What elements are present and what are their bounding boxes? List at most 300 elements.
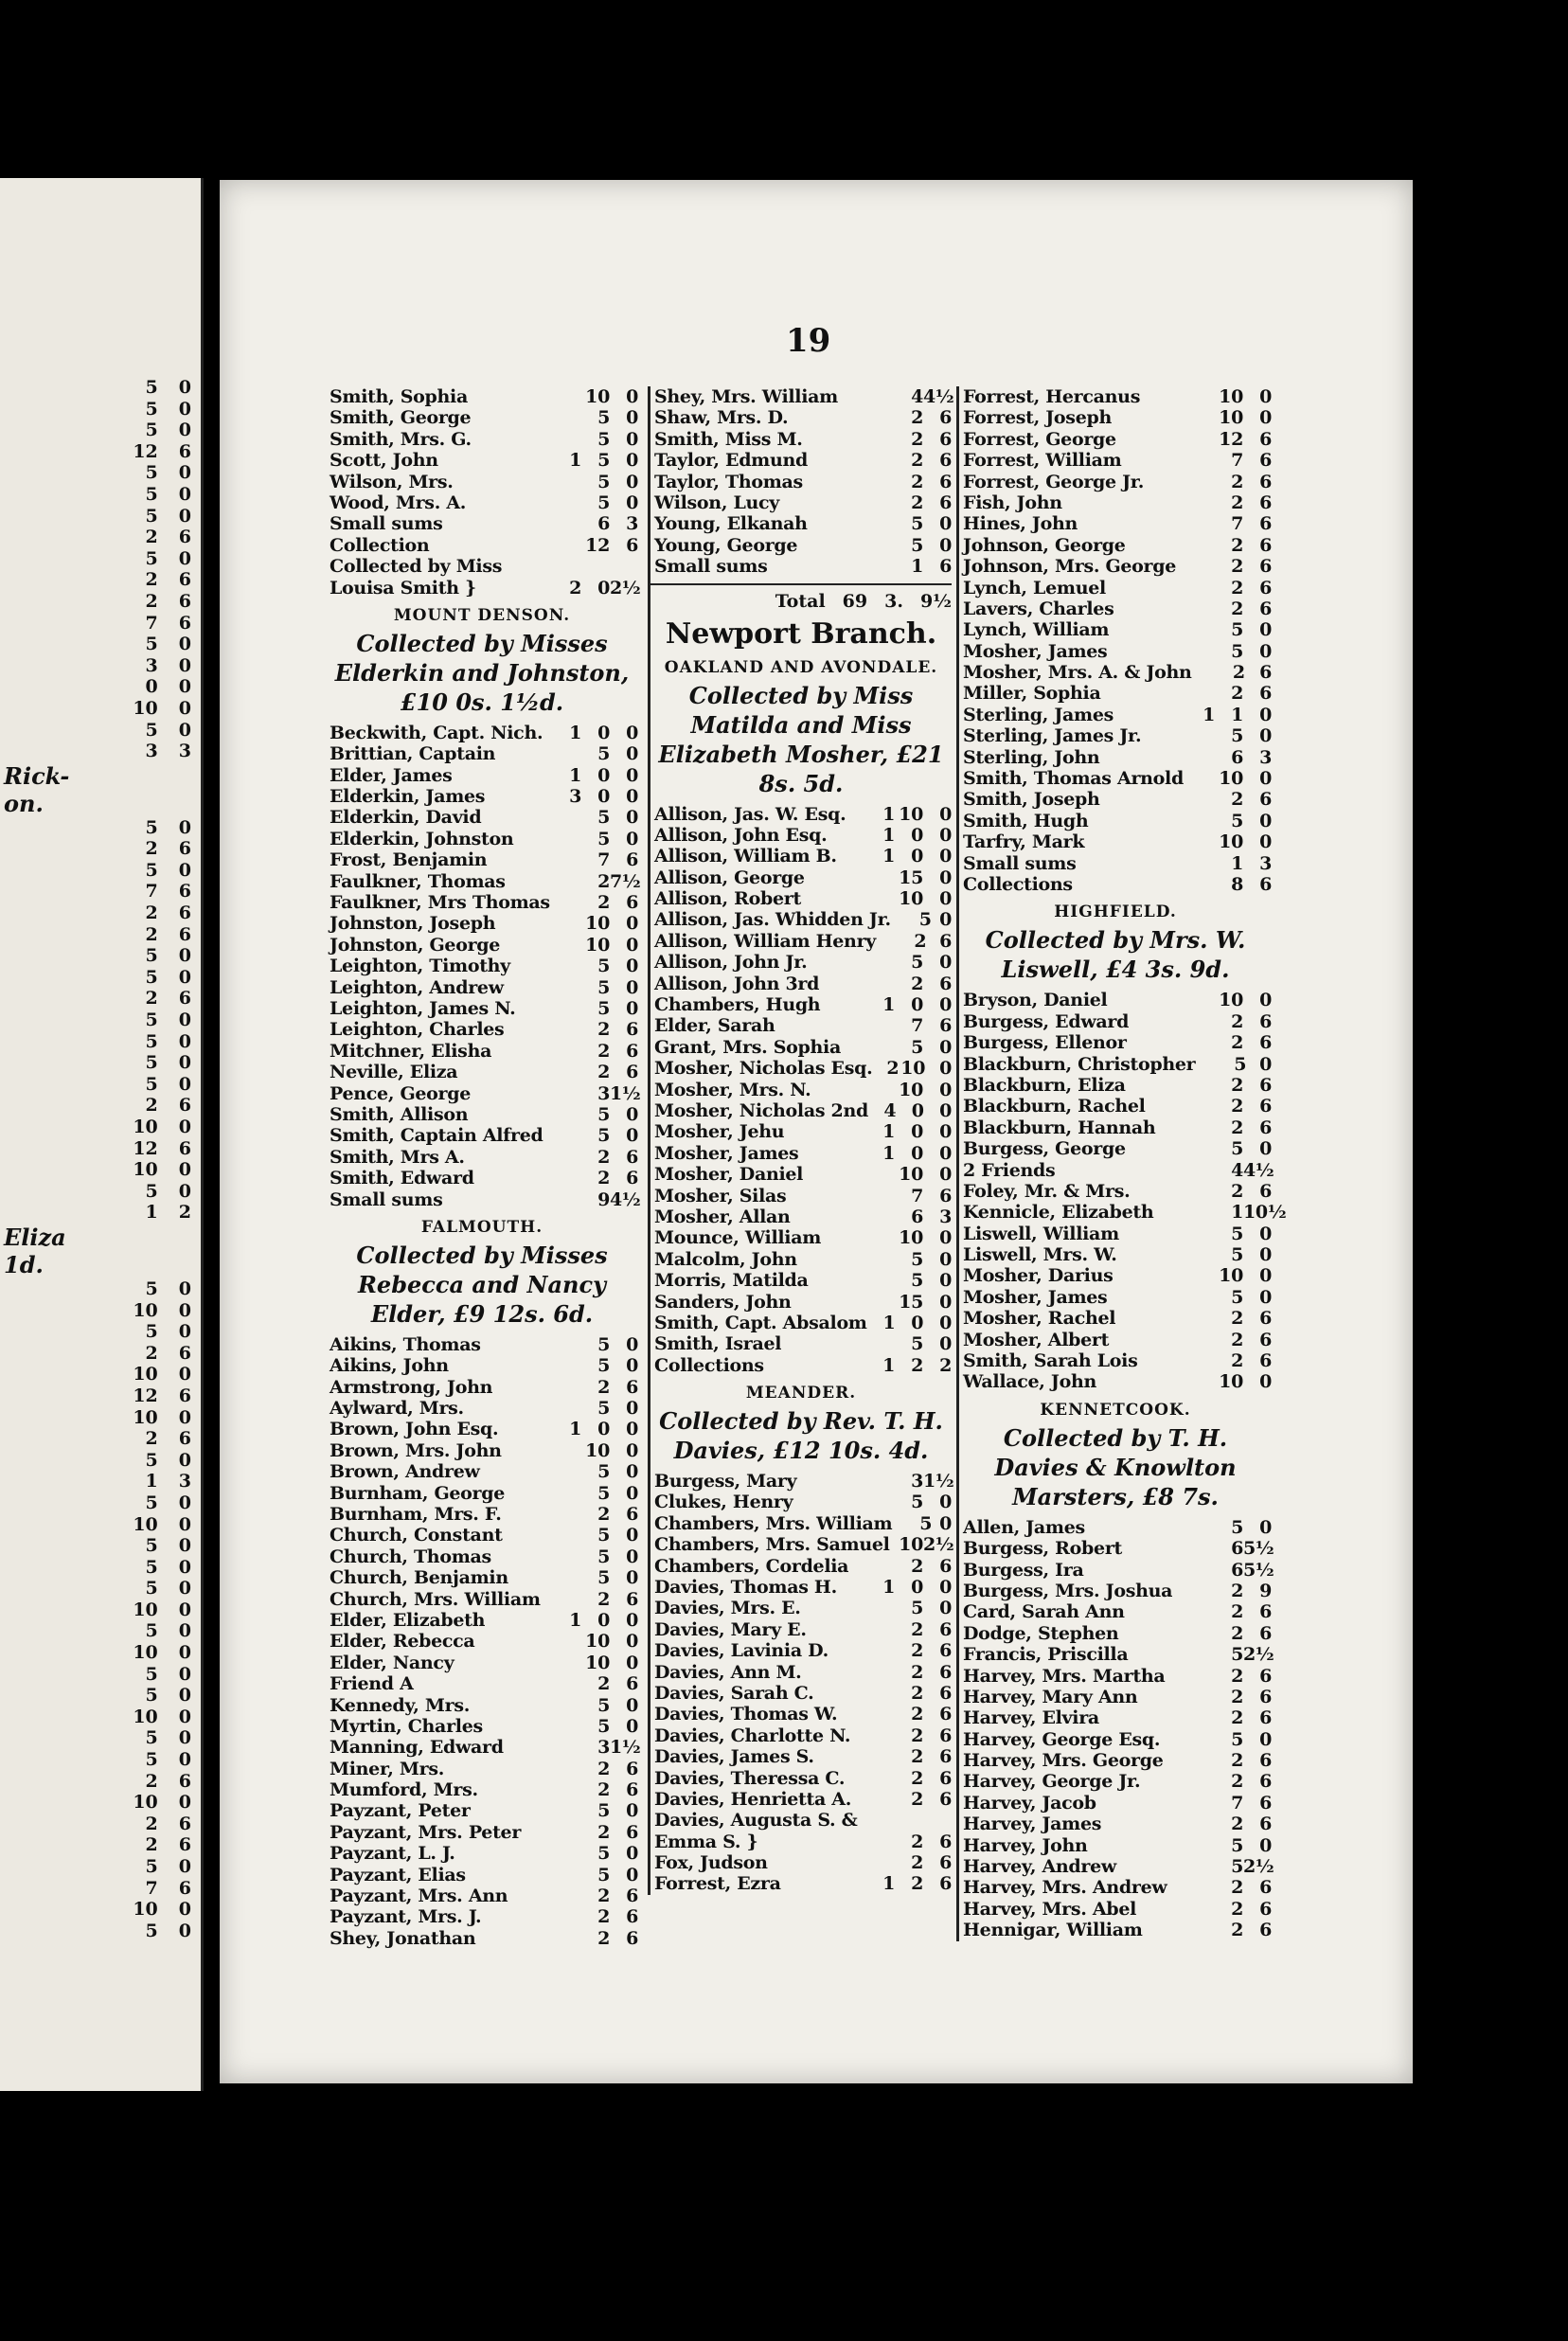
donor-name: Shey, Mrs. William — [654, 386, 838, 407]
donor-name: Mosher, Daniel — [654, 1164, 804, 1186]
amount-pence: 0 — [1259, 1834, 1272, 1856]
list-item — [959, 1096, 1272, 1117]
amount-shillings: 0 — [911, 1312, 924, 1333]
amount-pence: 2½ — [1243, 1644, 1274, 1666]
donor-name: Mosher, Rachel — [963, 1308, 1116, 1330]
amount-pence: 0 — [939, 888, 952, 910]
amount-shillings: 7 — [1231, 450, 1243, 472]
amount: 2 — [145, 1342, 158, 1364]
donor-name: Kennicle, Elizabeth — [963, 1202, 1154, 1224]
list-item — [326, 492, 638, 513]
list-item — [0, 1117, 201, 1138]
list-item — [0, 420, 201, 441]
amount-pence: 0 — [626, 1567, 638, 1589]
amount-pence: 0 — [939, 1291, 952, 1313]
amount: 6 — [178, 590, 191, 612]
amount-shillings: 5 — [597, 407, 610, 429]
list-item — [0, 838, 201, 860]
list-item — [959, 1750, 1272, 1771]
list-item — [959, 1920, 1272, 1940]
donor-name: Chambers, Mrs. Samuel — [654, 1534, 890, 1556]
amount: 6 — [178, 902, 191, 924]
amount-shillings: 2 — [911, 1852, 923, 1874]
list-item — [959, 1899, 1272, 1920]
amount-shillings: 2 — [1231, 1814, 1243, 1835]
amount-shillings: 5 — [597, 1333, 610, 1355]
amount: 5 — [145, 505, 158, 527]
amount: 7 — [145, 1877, 158, 1899]
list-item — [650, 1206, 952, 1227]
amount-shillings: 1 — [1231, 852, 1243, 874]
donor-name: Burgess, Edward — [963, 1010, 1130, 1032]
amount-shillings: 2 — [911, 1873, 923, 1895]
list-item — [326, 1168, 638, 1188]
donor-name: Elderkin, Johnston — [330, 828, 514, 849]
donor-name: Frost, Benjamin — [330, 849, 488, 871]
amount-shillings: 2 — [1231, 789, 1243, 811]
amount-pence: 6 — [1259, 1601, 1272, 1623]
list-item — [650, 1746, 952, 1767]
donor-name: Allison, John Esq. — [654, 824, 828, 846]
list-item — [650, 1598, 952, 1618]
donor-name: Burgess, George — [963, 1138, 1126, 1160]
list-item — [959, 1117, 1272, 1138]
amount: 0 — [178, 1920, 191, 1941]
donor-name: Burnham, George — [330, 1482, 506, 1504]
amount: 10 — [133, 1792, 158, 1814]
amount: 5 — [145, 1010, 158, 1031]
amount-pounds: 1 — [882, 1873, 895, 1895]
list-item — [0, 591, 201, 613]
donor-name: Sterling, James Jr. — [963, 725, 1142, 747]
amount-pence: 0 — [626, 1482, 638, 1504]
list-item — [650, 1313, 952, 1333]
list-item — [326, 870, 641, 892]
amount-shillings: 10 — [1219, 1265, 1243, 1287]
section-heading: MEANDER. — [745, 1384, 857, 1403]
donor-name: Harvey, John — [963, 1834, 1088, 1856]
amount-pence: 0 — [1259, 1265, 1272, 1287]
fragment-text: on. — [4, 789, 44, 817]
amount-pence: 6 — [626, 1019, 638, 1041]
donor-name: Elderkin, David — [330, 807, 482, 829]
amount-shillings: 5 — [911, 1248, 923, 1270]
list-item — [326, 1653, 638, 1673]
amount-shillings: 12 — [1219, 428, 1243, 450]
amount-shillings: 10 — [585, 913, 610, 935]
list-item — [650, 888, 952, 909]
amount-shillings: 5 — [918, 909, 932, 931]
amount-pence: 6 — [939, 1661, 952, 1683]
amount-pence: 0 — [1259, 1516, 1272, 1538]
amount-pence: 0 — [626, 1333, 638, 1355]
amount: 2 — [145, 988, 158, 1010]
amount: 6 — [178, 612, 191, 634]
amount-shillings: 5 — [597, 450, 610, 472]
amount-pence: 0 — [939, 846, 952, 867]
amount-pounds: 2 — [886, 1058, 900, 1080]
amount-pence: 0 — [626, 934, 638, 956]
list-item — [959, 1287, 1272, 1308]
amount-shillings: 5 — [597, 743, 610, 765]
amount-pence: 0 — [626, 997, 638, 1019]
donor-name: Mounce, William — [654, 1227, 822, 1249]
amount: 10 — [133, 1899, 158, 1921]
list-item — [959, 1623, 1272, 1644]
amount-pence: 0 — [626, 1652, 638, 1673]
amount-pounds: 4 — [883, 1099, 897, 1121]
list-item — [650, 492, 952, 513]
list-item — [959, 1075, 1272, 1096]
amount-shillings: 2 — [1231, 1117, 1243, 1138]
amount: 2 — [145, 1813, 158, 1834]
amount-pence: 2½ — [923, 1534, 954, 1556]
list-item — [326, 1589, 638, 1610]
amount: 0 — [178, 676, 191, 698]
amount-shillings: 2 — [911, 450, 923, 472]
donor-name: Johnston, Joseph — [330, 913, 496, 935]
amount-pence: 6 — [1259, 1707, 1272, 1729]
amount-shillings: 10 — [1219, 990, 1243, 1011]
list-item — [959, 1814, 1272, 1834]
amount-pounds: 1 — [882, 1121, 895, 1143]
amount-shillings: 5 — [1231, 810, 1243, 831]
amount-pence: 6 — [1259, 450, 1272, 472]
amount-shillings: 2 — [1231, 1601, 1243, 1623]
amount-pence: 0 — [1259, 1138, 1272, 1160]
amount: 5 — [145, 1556, 158, 1578]
amount-shillings: 2 — [911, 407, 923, 429]
list-item — [326, 556, 638, 577]
amount: 2 — [145, 590, 158, 612]
list-item — [326, 1928, 638, 1949]
donor-name: Payzant, Mrs. Ann — [330, 1885, 508, 1907]
donor-name: Pence, George — [330, 1082, 472, 1104]
list-item — [326, 1546, 638, 1567]
list-item — [326, 849, 638, 870]
amount-pounds: 1 — [569, 450, 581, 472]
amount-pence: 9 — [1259, 1580, 1272, 1601]
amount: 5 — [145, 945, 158, 967]
amount-pence: 6 — [939, 1746, 952, 1768]
amount: 5 — [145, 377, 158, 398]
amount-shillings: 2 — [1231, 1074, 1243, 1096]
amount: 2 — [145, 1770, 158, 1792]
amount-shillings: 0 — [911, 824, 923, 846]
donor-name: Davies, Charlotte N. — [654, 1724, 851, 1746]
list-item — [650, 1292, 952, 1313]
amount: 5 — [145, 719, 158, 741]
amount-shillings: 10 — [1219, 1371, 1243, 1393]
amount-pence: 0 — [626, 1864, 638, 1885]
amount-shillings: 2 — [1231, 598, 1243, 619]
amount-pence: 7½ — [610, 870, 641, 892]
amount: 5 — [145, 1052, 158, 1074]
amount: 0 — [178, 1492, 191, 1513]
list-item — [326, 1082, 641, 1104]
list-item — [650, 974, 952, 994]
amount-shillings: 5 — [919, 1512, 933, 1534]
amount-pence: 6 — [939, 1767, 952, 1789]
amount: 6 — [178, 527, 191, 548]
donor-name: Mosher, James — [963, 1286, 1108, 1308]
amount-shillings: 7 — [911, 1015, 923, 1037]
donor-name: Mosher, Mrs. A. & John — [963, 662, 1192, 684]
list-item — [0, 1620, 201, 1642]
list-item — [959, 1181, 1272, 1202]
amount: 5 — [145, 1449, 158, 1471]
list-item — [650, 1789, 952, 1810]
amount-pence: 0 — [1259, 1728, 1272, 1750]
list-item — [0, 720, 201, 742]
amount-pence: 6 — [1259, 577, 1272, 599]
donor-name: Manning, Edward — [330, 1737, 504, 1759]
amount-pounds: 1 — [1203, 704, 1215, 725]
list-item — [959, 1330, 1272, 1350]
donor-name: Fox, Judson — [654, 1852, 768, 1874]
donor-name: Mosher, Darius — [963, 1265, 1114, 1287]
amount-shillings: 2 — [1231, 556, 1243, 578]
amount-shillings: 5 — [1231, 1856, 1243, 1878]
amount-pence: 0 — [626, 722, 638, 743]
donor-name: Mosher, James — [963, 640, 1108, 662]
amount-pence: 6 — [1259, 1792, 1272, 1814]
donor-name: Church, Mrs. William — [330, 1588, 541, 1610]
list-item — [650, 1768, 952, 1789]
amount-shillings: 0 — [597, 722, 610, 743]
amount: 5 — [145, 1535, 158, 1557]
donor-name: Forrest, William — [963, 450, 1122, 472]
list-item — [959, 1244, 1272, 1265]
amount: 6 — [178, 923, 191, 945]
donor-name: Hines, John — [963, 513, 1078, 535]
donor-name: Taylor, Thomas — [654, 471, 803, 492]
list-item — [0, 634, 201, 655]
amount-shillings: 0 — [911, 1099, 924, 1121]
amount-pence: 0 — [1259, 810, 1272, 831]
list-item — [326, 956, 638, 976]
donor-name: Davies, Mrs. E. — [654, 1598, 801, 1619]
donor-name: Leighton, Andrew — [330, 976, 504, 998]
amount-shillings: 6 — [911, 1206, 923, 1227]
donor-name: Harvey, James — [963, 1814, 1102, 1835]
amount-pence: 6 — [1259, 556, 1272, 578]
amount-shillings: 5 — [911, 1492, 923, 1513]
amount-pence: 0 — [939, 994, 952, 1016]
donor-name: Davies, Thomas H. — [654, 1577, 837, 1599]
amount: 0 — [178, 1180, 191, 1202]
list-item — [326, 977, 638, 998]
amount: 6 — [178, 881, 191, 902]
amount-shillings: 7 — [1231, 1792, 1243, 1814]
list-item — [959, 1856, 1272, 1877]
amount-shillings: 10 — [899, 1079, 923, 1100]
donor-name: Davies, James S. — [654, 1746, 814, 1768]
list-item — [0, 1578, 201, 1599]
amount: 5 — [145, 634, 158, 655]
list-item — [959, 1560, 1272, 1581]
amount-shillings: 5 — [1231, 640, 1243, 662]
amount-pence: 0 — [939, 1512, 952, 1534]
amount: 6 — [178, 1813, 191, 1834]
amount-pence: 6 — [939, 1852, 952, 1874]
list-item — [650, 825, 952, 846]
amount: 0 — [178, 1792, 191, 1814]
amount-pence: 6 — [626, 1504, 638, 1526]
amount-shillings: 0 — [597, 786, 610, 808]
list-item — [650, 994, 952, 1015]
list-item — [959, 1666, 1272, 1687]
donor-name: Burgess, Robert — [963, 1538, 1123, 1560]
amount-pence: 0 — [626, 1461, 638, 1483]
amount-pence: 0 — [939, 1227, 952, 1249]
donor-name: Collection — [330, 534, 430, 556]
amount-pence: 0 — [939, 1333, 952, 1355]
donor-name: Smith, Hugh — [963, 810, 1089, 831]
amount-pence: 6 — [939, 1640, 952, 1662]
donor-name: Allison, John 3rd — [654, 973, 820, 994]
list-item — [650, 1832, 952, 1852]
list-item — [326, 1419, 638, 1439]
donor-name: Payzant, Elias — [330, 1864, 466, 1885]
donor-name: Card, Sarah Ann — [963, 1601, 1125, 1623]
donor-name: Miller, Sophia — [963, 683, 1101, 705]
donor-name: Johnson, George — [963, 534, 1126, 556]
amount-pence: 0 — [939, 513, 952, 535]
amount-pounds: 1 — [569, 722, 581, 743]
amount: 5 — [145, 1856, 158, 1877]
amount-shillings: 6 — [1231, 1559, 1243, 1581]
total-label: Total — [775, 590, 826, 612]
list-item — [959, 1644, 1272, 1665]
amount-shillings: 2 — [914, 930, 927, 952]
amount-pence: 0 — [626, 976, 638, 998]
list-item — [0, 1407, 201, 1429]
amount-pence: 0 — [626, 407, 638, 429]
donor-name: Collections — [963, 873, 1073, 895]
amount-pence: 1½ — [610, 1737, 641, 1759]
donor-name: Forrest, George — [963, 428, 1116, 450]
list-item — [650, 1683, 952, 1704]
donor-name: Sanders, John — [654, 1291, 792, 1313]
amount: 6 — [178, 988, 191, 1010]
list-item — [326, 1567, 638, 1588]
list-item — [650, 1513, 952, 1534]
donor-name: Lavers, Charles — [963, 598, 1114, 619]
amount: 10 — [133, 1706, 158, 1727]
list-item — [959, 407, 1272, 428]
amount-shillings: 2 — [911, 1354, 923, 1376]
amount: 2 — [145, 923, 158, 945]
amount-pence: 0 — [939, 909, 952, 931]
amount-pence: 0 — [626, 1843, 638, 1865]
amount-pence: 6 — [1259, 1308, 1272, 1330]
list-item — [959, 599, 1272, 619]
amount-shillings: 2 — [911, 491, 923, 513]
list-item — [326, 1695, 638, 1716]
donor-name: Elder, Elizabeth — [330, 1609, 486, 1631]
donor-name: Smith, Joseph — [963, 789, 1100, 811]
amount-pence: 6 — [1259, 1329, 1272, 1350]
amount: 0 — [178, 1321, 191, 1343]
amount: 0 — [178, 1073, 191, 1095]
donor-name: Mosher, Jehu — [654, 1121, 785, 1143]
amount-pence: 0 — [1259, 1286, 1272, 1308]
amount-shillings: 3 — [597, 1082, 610, 1104]
amount-shillings: 5 — [597, 1398, 610, 1420]
amount-pence: 0 — [626, 807, 638, 829]
donor-name: Shaw, Mrs. D. — [654, 407, 789, 429]
amount-pence: 4½ — [610, 1188, 641, 1210]
donor-name: Smith, Allison — [330, 1103, 469, 1125]
amount-pounds: 1 — [569, 1419, 581, 1440]
amount: 5 — [145, 1073, 158, 1095]
amount: 0 — [178, 1620, 191, 1642]
list-item — [650, 1619, 952, 1640]
section-heading: MOUNT DENSON. — [393, 605, 571, 625]
amount-pence: 0 — [939, 1079, 952, 1100]
donor-name: Young, George — [654, 534, 798, 556]
list-item — [650, 931, 952, 952]
amount: 2 — [178, 1202, 191, 1224]
column-3 — [956, 386, 1287, 1941]
amount: 0 — [178, 1727, 191, 1749]
donor-name: Allison, Jas. Whidden Jr. — [654, 909, 891, 931]
total-row — [650, 583, 952, 612]
list-item — [650, 450, 952, 471]
amount-pence: 0 — [1259, 1371, 1272, 1393]
amount-shillings: 5 — [911, 513, 923, 535]
donor-name: Kennedy, Mrs. — [330, 1694, 471, 1716]
amount: 10 — [133, 1159, 158, 1181]
amount-pence: 0 — [939, 1312, 953, 1333]
amount-pence: 0 — [626, 1125, 638, 1147]
amount-pounds: 1 — [882, 1354, 895, 1376]
amount-pence: 0 — [1259, 704, 1272, 725]
amount: 0 — [178, 377, 191, 398]
amount-pence: 6 — [626, 1588, 638, 1610]
amount-pence: 6 — [1259, 1074, 1272, 1096]
amount: 1 — [145, 1471, 158, 1492]
collector-note: Collected by Misses Rebecca and Nancy Elder, £9 12s. 6d. — [356, 1241, 608, 1328]
list-item — [959, 853, 1272, 874]
donor-name: Francis, Priscilla — [963, 1644, 1129, 1666]
list-item — [326, 913, 638, 934]
donor-name: Harvey, Mary Ann — [963, 1686, 1138, 1707]
amount-shillings: 5 — [597, 1715, 610, 1737]
amount: 3 — [145, 741, 158, 762]
amount: 0 — [178, 1364, 191, 1385]
amount-pence: 6 — [1259, 598, 1272, 619]
amount-shillings: 2 — [597, 1588, 610, 1610]
amount-pence: 6 — [939, 1682, 952, 1704]
amount-shillings: 5 — [597, 1694, 610, 1716]
amount-shillings: 8 — [1231, 873, 1243, 895]
amount: 0 — [178, 654, 191, 676]
amount-pence: 6 — [626, 1673, 638, 1695]
amount-shillings: 2 — [1231, 577, 1243, 599]
list-item — [326, 723, 638, 743]
list-item — [650, 1852, 952, 1873]
donor-name: Elder, Sarah — [654, 1015, 775, 1037]
amount-pence: 6 — [626, 1040, 638, 1062]
list-item — [0, 506, 201, 527]
collector-note: Collected by Misses Elderkin and Johnston, £10 0s. 1½d. — [334, 629, 630, 716]
previous-page-fragment — [0, 178, 204, 2091]
page — [220, 180, 1413, 2083]
amount-shillings: 2 — [597, 1758, 610, 1779]
donor-name: Louisa Smith } — [330, 577, 476, 599]
